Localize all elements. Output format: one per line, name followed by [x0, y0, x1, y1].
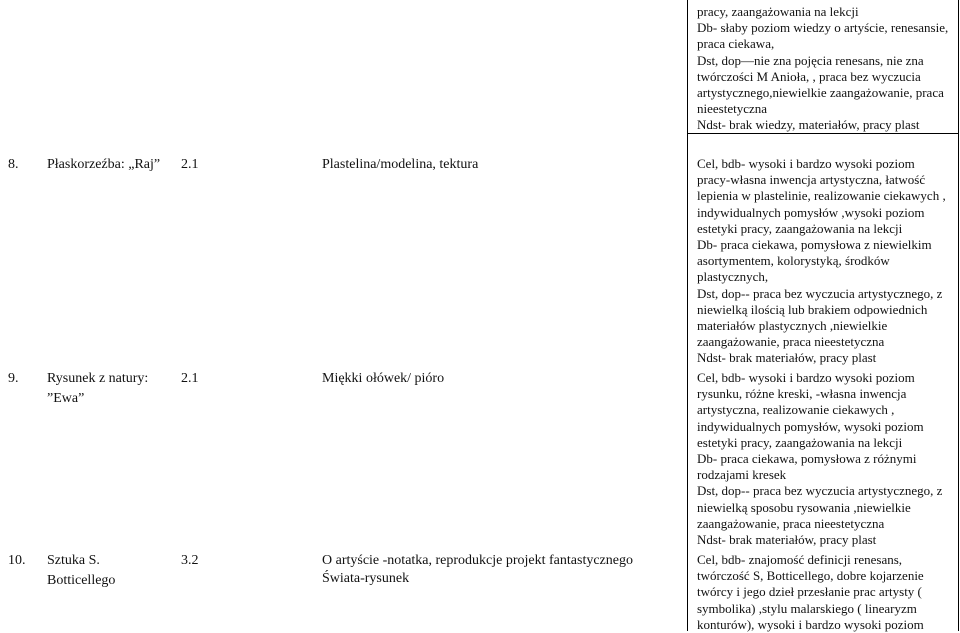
criteria-line: rysunku, różne kreski, -własna inwencja [697, 386, 907, 402]
criteria-line: Cel, bdb- wysoki i bardzo wysoki poziom [697, 370, 915, 385]
criteria-line: Db- praca ciekawa, pomysłowa z różnymi [697, 451, 917, 467]
criteria-line: Cel, bdb- znajomość definicji renesans, [697, 552, 903, 567]
criteria-line: twórczość S, Botticellego, dobre kojarzenie [697, 568, 924, 584]
criteria-line: zaangażowanie, praca nieestetyczna [697, 334, 885, 350]
top-criteria-cell [697, 4, 948, 134]
row-materials: Plastelina/modelina, tektura [322, 157, 479, 172]
row-number: 8. [8, 157, 19, 172]
criteria-line: artystycznego,niewielkie zaangażowanie, praca [697, 85, 944, 101]
row-number: 10. [8, 553, 26, 568]
criteria-line: Dst, dop—nie zna pojęcia renesans, nie zna [697, 52, 924, 68]
row-topic: Sztuka S. [47, 553, 100, 568]
row-topic: Botticellego [47, 573, 116, 588]
criteria-line: konturów), wysoki i bardzo wysoki poziom [697, 616, 924, 632]
criteria-line: twórczości M Anioła, , praca bez wyczucia [697, 68, 921, 84]
criteria-line: materiałów plastycznych ,niewielkie [697, 318, 888, 334]
criteria-line: niewielką ilością lub brakiem odpowiednich [697, 301, 928, 317]
criteria-line: pracy-własna inwencja artystyczna, łatwość [697, 172, 926, 188]
criteria-line: Ndst- brak wiedzy, materiałów, pracy plast [697, 117, 920, 133]
table-border-right [958, 0, 959, 631]
criteria-line: Db- słaby poziom wiedzy o artyście, renesansie, [697, 20, 949, 36]
criteria-line: pracy, zaangażowania na lekcji [697, 4, 859, 19]
row-topic: Płaskorzeźba: „Raj” [47, 157, 161, 172]
criteria-line: lepienia w plastelinie, realizowanie ciekawych , [697, 188, 946, 204]
row-criteria [697, 370, 942, 548]
criteria-line: symbolika) ,stylu malarskiego ( linearyzm [697, 600, 917, 616]
row-criteria [697, 552, 924, 633]
row-materials: Miękki ołówek/ pióro [322, 371, 445, 386]
criteria-line: rodzajami kresek [697, 467, 787, 483]
criteria-line: Dst, dop-- praca bez wyczucia artystycznego, z [697, 285, 943, 301]
row-topic: ”Ewa” [47, 391, 85, 406]
row-lesson: 2.1 [181, 157, 199, 172]
criteria-line: praca ciekawa, [697, 36, 775, 52]
criteria-line: estetyki pracy, zaangażowania na lekcji [697, 220, 903, 236]
criteria-line: Db- praca ciekawa, pomysłowa z niewielkim [697, 237, 932, 253]
row-topic: Rysunek z natury: [47, 371, 149, 386]
criteria-line: artystyczna, realizowanie ciekawych , [697, 402, 895, 418]
row-lesson: 3.2 [181, 553, 199, 568]
row-criteria [697, 156, 946, 367]
criteria-line: asortymentem, kolorystyką, środków [697, 253, 890, 269]
criteria-line: Ndst- brak materiałów, pracy plast [697, 350, 877, 366]
criteria-line: plastycznych, [697, 269, 769, 285]
row-lesson: 2.1 [181, 371, 199, 386]
criteria-column-left-border [687, 0, 688, 631]
row-number: 9. [8, 371, 19, 386]
row-materials: O artyście -notatka, reprodukcje projekt fantastycznego [322, 553, 633, 568]
criteria-line: nieestetyczna [697, 101, 768, 117]
criteria-line: Cel, bdb- wysoki i bardzo wysoki poziom [697, 156, 915, 171]
criteria-line: niewielką sposobu rysowania ,niewielkie [697, 499, 911, 515]
criteria-line: zaangażowanie, praca nieestetyczna [697, 515, 885, 531]
criteria-line: indywidualnych pomysłów ,wysoki poziom [697, 204, 925, 220]
criteria-line: Dst, dop-- praca bez wyczucia artystycznego, z [697, 483, 943, 499]
row-materials: Świata-rysunek [322, 571, 410, 586]
criteria-line: Ndst- brak materiałów, pracy plast [697, 532, 877, 548]
criteria-line: indywidualnych pomysłów, wysoki poziom [697, 418, 924, 434]
criteria-line: twórcy i jego dzieł przesłanie prac artysty ( [697, 584, 922, 600]
criteria-line: estetyki pracy, zaangażowania na lekcji [697, 434, 903, 450]
